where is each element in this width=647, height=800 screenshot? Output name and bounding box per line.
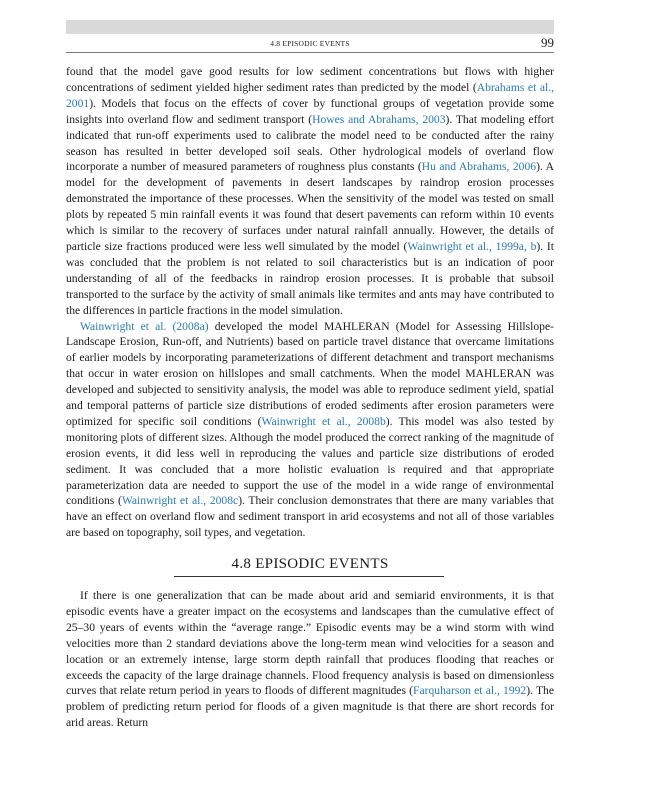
- paragraph-1: [66, 64, 554, 319]
- text-run: ). Models that focus on the effects of cover by functional groups of vegetation provide some insights into overland flow and sediment transport (: [66, 96, 554, 126]
- text-run: developed the model MAHLERAN (Model for Assessing Hillslope-Landscape Erosion, Run-off, and Nutrients) based on particle travel distance that overcame limitations of earlier models by incorporating parameterizations of different detachment and transport mechanisms that occur in water erosion on hillslopes and small catchments. When the model MAHLERAN was developed and subjected to sensitivity analysis, the model was able to reproduce sediment yield, spatial and temporal patterns of particle size distributions of eroded sediments after erosion parameters were optimized for specific soil conditions (: [66, 319, 554, 428]
- running-header: [66, 36, 554, 50]
- section-heading: 4.8 EPISODIC EVENTS: [231, 556, 389, 572]
- citation-link[interactable]: Farquharson et al., 1992: [413, 684, 527, 698]
- text-run: ). It was concluded that the problem is not related to soil characteristics but is an indication of poor understanding of all of the feedbacks in raindrop erosion processes. It is probable that subsoil transported to the surface by the activity of small animals like termites and ants may have contributed to the differences in particle fractions in the model simulation.: [66, 239, 554, 317]
- citation-link[interactable]: Wainwright et al. (2008a): [80, 319, 209, 333]
- paragraph-3: [66, 588, 554, 731]
- body-text-lower: [66, 588, 554, 731]
- body-text-upper: [66, 64, 554, 541]
- text-run: ). Their conclusion demonstrates that there are many variables that have an effect on overland flow and sediment transport in arid ecosystems and not all of those variables are based on topography, soil types, and vegetation.: [66, 494, 554, 540]
- page-number: 99: [541, 35, 554, 50]
- paragraph-2: [66, 319, 554, 542]
- citation-link[interactable]: Howes and Abrahams, 2003: [312, 112, 446, 126]
- header-rule: [66, 52, 554, 53]
- running-title: 4.8 EPISODIC EVENTS: [270, 39, 350, 48]
- header-bar: [66, 20, 554, 34]
- section-heading-wrap: [66, 555, 554, 576]
- text-run: ). That modeling effort indicated that run-off experiments used to calibrate the model need to be conducted after the rainy season has resulted in better developed soil seals. Other hydrological models of overland flow incorporate a number of measured parameters of roughness plus constants (: [66, 112, 555, 174]
- citation-link[interactable]: Wainwright et al., 2008c: [121, 494, 239, 508]
- text-run: found that the model gave good results for low sediment concentrations but flows with higher concentrations of sediment yielded higher sediment rates than predicted by the model (: [66, 65, 554, 94]
- citation-link[interactable]: Abrahams et al., 2001: [66, 80, 555, 110]
- text-run: If there is one generalization that can be made about arid and semiarid environments, it is that episodic events have a greater impact on the ecosystems and landscapes than the cumulative effect of 25–30 years of events within the “average range.” Episodic events may be a wind storm with wind velocities more than 2 standard deviations above the long-term mean wind velocities for a season and location or an extremely intense, large storm depth rainfall that produces flooding that reaches or exceeds the capacity of the large drainage channels. Flood frequency analysis is based on dimensionless curves that relate return period in years to floods of different magnitudes (: [66, 589, 554, 698]
- citation-link[interactable]: Hu and Abrahams, 2006: [421, 160, 537, 174]
- citation-link[interactable]: Wainwright et al., 1999a, b: [407, 239, 537, 253]
- text-run: ). The problem of predicting return period for floods of a given magnitude is that there are short records for arid areas. Return: [66, 684, 554, 730]
- text-run: ). This model was also tested by monitoring plots of different sizes. Although the model produced the correct ranking of the magnitude of erosion events, it did less well in reproducing the values and particle size distributions of eroded sediment. It was concluded that a more holistic evaluation is required and that appropriate parameterization data are needed to support the use of the model in a wide range of environmental conditions (: [66, 414, 554, 508]
- section-heading-rule: [174, 576, 444, 577]
- citation-link[interactable]: Wainwright et al., 2008b: [261, 414, 386, 428]
- text-run: ). A model for the development of pavements in desert landscapes by raindrop erosion processes demonstrated the importance of these processes. When the sensitivity of the model was tested on small plots by repeated 5 min rainfall events it was found that desert pavements can reform within 10 events which is similar to the recovery of surfaces under natural rainfall annually. However, the details of particle size fractions produced were less well simulated by the model (: [66, 160, 555, 253]
